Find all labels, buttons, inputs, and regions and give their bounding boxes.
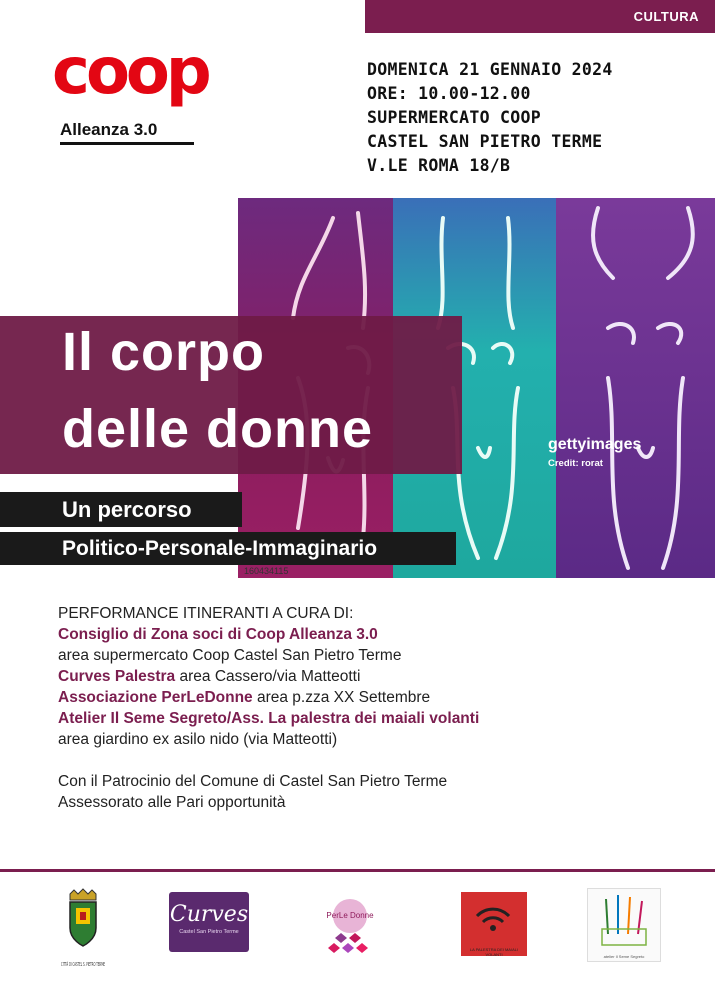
maiali-volanti-text: LA PALESTRA DEI MAIALI VOLANTI [469,947,519,957]
subtitle-line-2: Politico-Personale-Immaginario [62,537,378,560]
event-place-2: CASTEL SAN PIETRO TERME [367,132,603,151]
coop-logo: coop [52,35,208,109]
org-2-area: area Cassero/via Matteotti [175,668,361,685]
org-3-area: area p.zza XX Settembre [252,689,431,706]
org-2-line [58,666,479,687]
org-1-area: area supermercato Coop Castel San Pietro Terme [58,647,402,664]
footer-divider [0,869,715,872]
org-1-name: Consiglio di Zona soci di Coop Alleanza 3.0 [58,626,378,643]
comune-crest-logo [58,888,148,968]
subtitle-line-1: Un percorso [62,497,192,522]
event-info [367,58,613,178]
wifi-icon [461,892,527,942]
atelier-text: atelier Il Seme Segreto [603,954,645,959]
watermark-text: gettyimages [548,436,642,453]
title-line-1: Il corpo [62,322,266,382]
event-date: DOMENICA 21 GENNAIO 2024 [367,60,613,79]
curves-logo-name: Curves [169,902,249,927]
comune-text: CITTÀ DI CASTEL S. PIETRO TERME [61,962,148,968]
org-3-line [58,687,479,708]
event-time: ORE: 10.00-12.00 [367,84,531,103]
watermark-credit: Credit: rorat [548,458,603,469]
org-4-area: area giardino ex asilo nido (via Matteotti) [58,731,338,748]
panel-purple [556,198,715,578]
category-label: CULTURA [633,9,699,24]
org-2-name: Curves Palestra [58,668,176,685]
atelier-logo [587,888,661,962]
body-text [58,603,479,813]
perledonne-logo [315,888,385,958]
plants-icon [588,889,660,949]
curves-logo [169,892,249,952]
patronage-line-2: Assessorato alle Pari opportunità [58,794,286,811]
image-id: 160434115 [244,566,289,576]
title-line-2: delle donne [62,399,374,459]
category-bar [365,0,715,33]
curves-logo-sub: Castel San Pietro Terme [179,929,239,935]
patronage-line-1: Con il Patrocinio del Comune di Castel San Pietro Terme [58,773,448,790]
maiali-volanti-logo [461,892,527,956]
performance-heading: PERFORMANCE ITINERANTI A CURA DI: [58,605,354,622]
perledonne-text: PerLe Donne [326,911,374,920]
event-place-1: SUPERMERCATO COOP [367,108,541,127]
coop-logo-subtitle: Alleanza 3.0 [60,120,194,145]
event-address: V.LE ROMA 18/B [367,156,511,175]
org-3-name: Associazione PerLeDonne [58,689,253,706]
org-4-name: Atelier Il Seme Segreto/Ass. La palestra dei maiali volanti [58,710,480,727]
